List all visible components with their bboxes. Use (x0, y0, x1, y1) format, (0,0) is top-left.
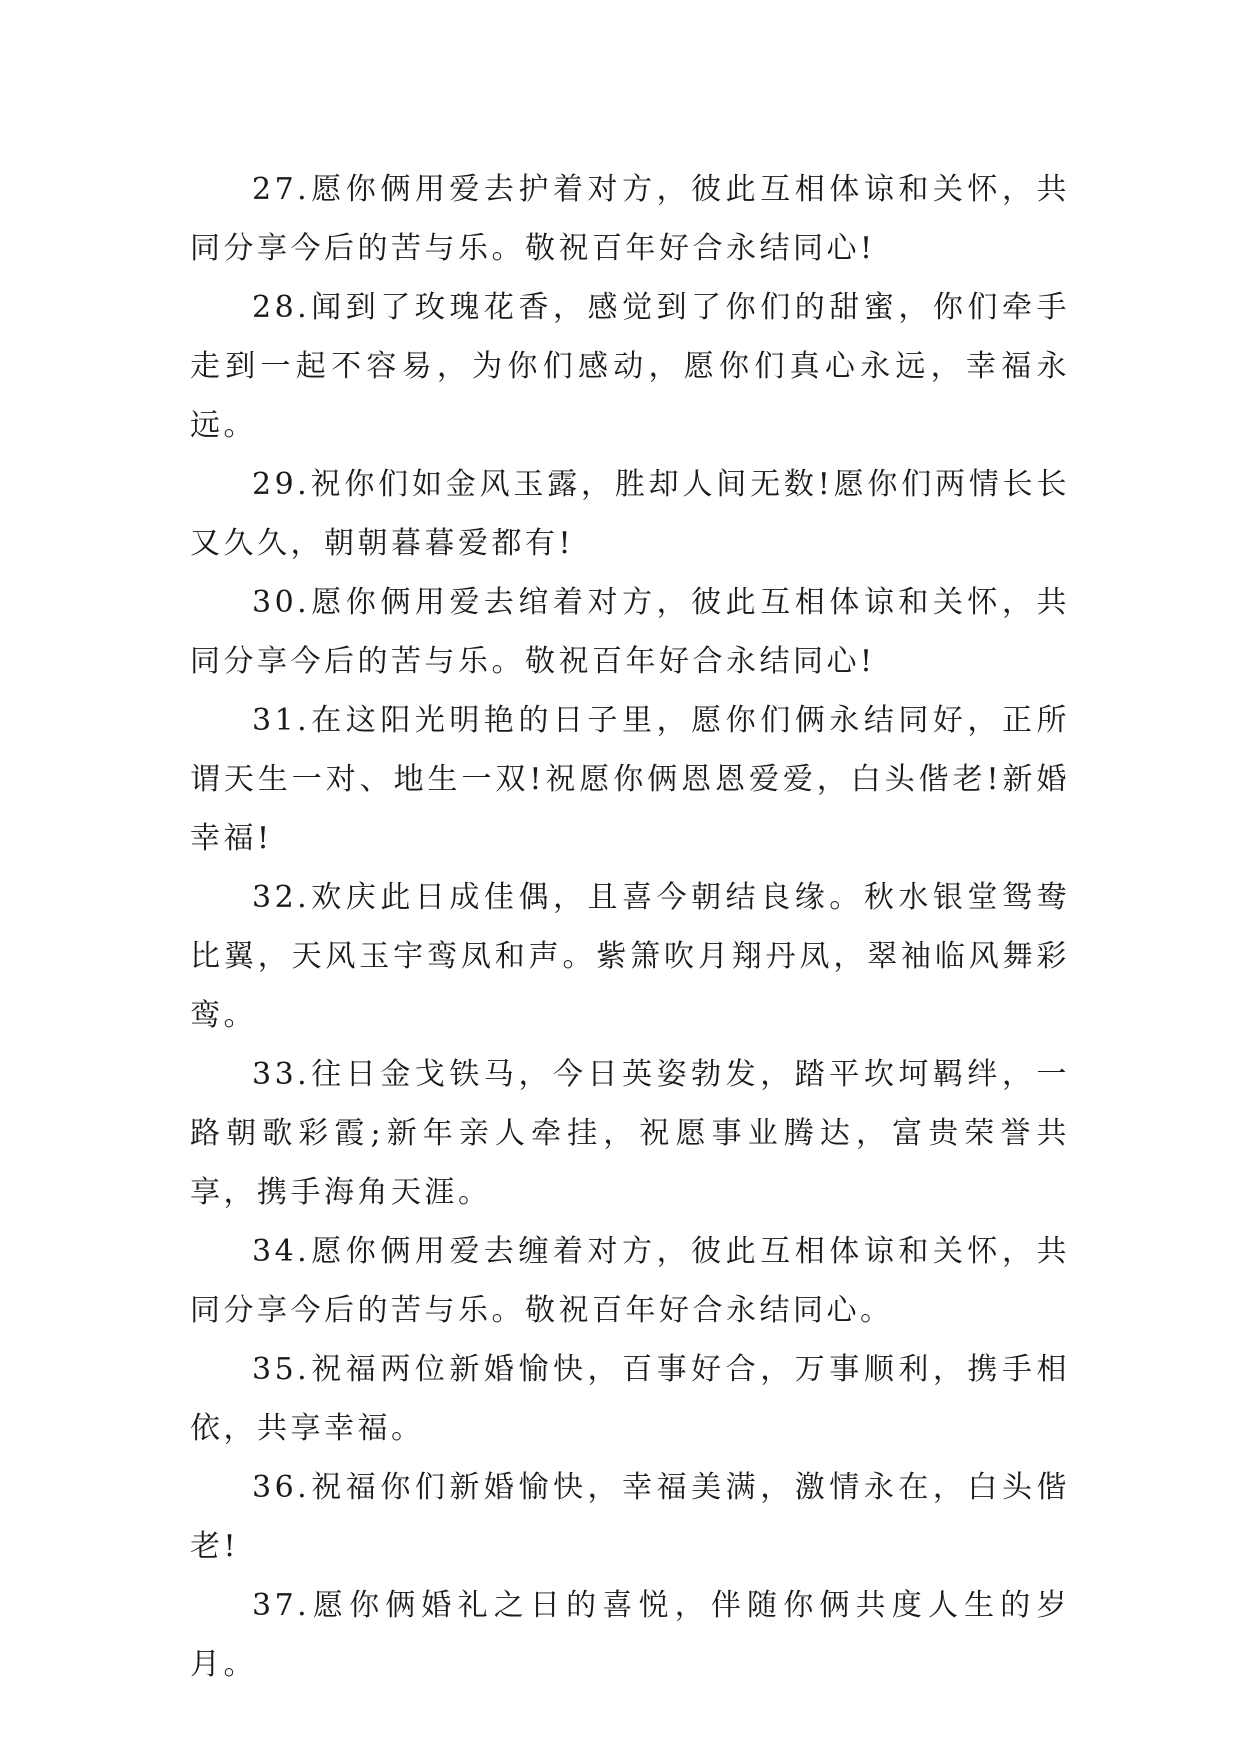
paragraph-35: 35.祝福两位新婚愉快，百事好合，万事顺利，携手相依，共享幸福。 (190, 1352, 1070, 1446)
paragraph-27: 27.愿你俩用爱去护着对方，彼此互相体谅和关怀，共同分享今后的苦与乐。敬祝百年好合永结同心! (190, 172, 1070, 266)
paragraph-30: 30.愿你俩用爱去绾着对方，彼此互相体谅和关怀，共同分享今后的苦与乐。敬祝百年好合永结同心! (190, 585, 1070, 679)
paragraph-34: 34.愿你俩用爱去缠着对方，彼此互相体谅和关怀，共同分享今后的苦与乐。敬祝百年好合永结同心。 (190, 1234, 1070, 1328)
paragraph-32: 32.欢庆此日成佳偶，且喜今朝结良缘。秋水银堂鸳鸯比翼，天风玉宇鸾凤和声。紫箫吹月翔丹凤，翠袖临风舞彩鸾。 (190, 880, 1070, 1033)
document-body (190, 160, 1070, 1694)
paragraph-29: 29.祝你们如金风玉露，胜却人间无数!愿你们两情长长又久久，朝朝暮暮爱都有! (190, 467, 1070, 561)
paragraph-28: 28.闻到了玫瑰花香，感觉到了你们的甜蜜，你们牵手走到一起不容易，为你们感动，愿你们真心永远，幸福永远。 (190, 290, 1070, 443)
paragraph-33: 33.往日金戈铁马，今日英姿勃发，踏平坎坷羁绊，一路朝歌彩霞;新年亲人牵挂，祝愿事业腾达，富贵荣誉共享，携手海角天涯。 (190, 1057, 1070, 1210)
paragraph-36: 36.祝福你们新婚愉快，幸福美满，激情永在，白头偕老! (190, 1470, 1070, 1564)
paragraph-31: 31.在这阳光明艳的日子里，愿你们俩永结同好，正所谓天生一对、地生一双!祝愿你俩恩恩爱爱，白头偕老!新婚幸福! (190, 703, 1070, 856)
paragraph-37: 37.愿你俩婚礼之日的喜悦，伴随你俩共度人生的岁月。 (190, 1588, 1070, 1682)
